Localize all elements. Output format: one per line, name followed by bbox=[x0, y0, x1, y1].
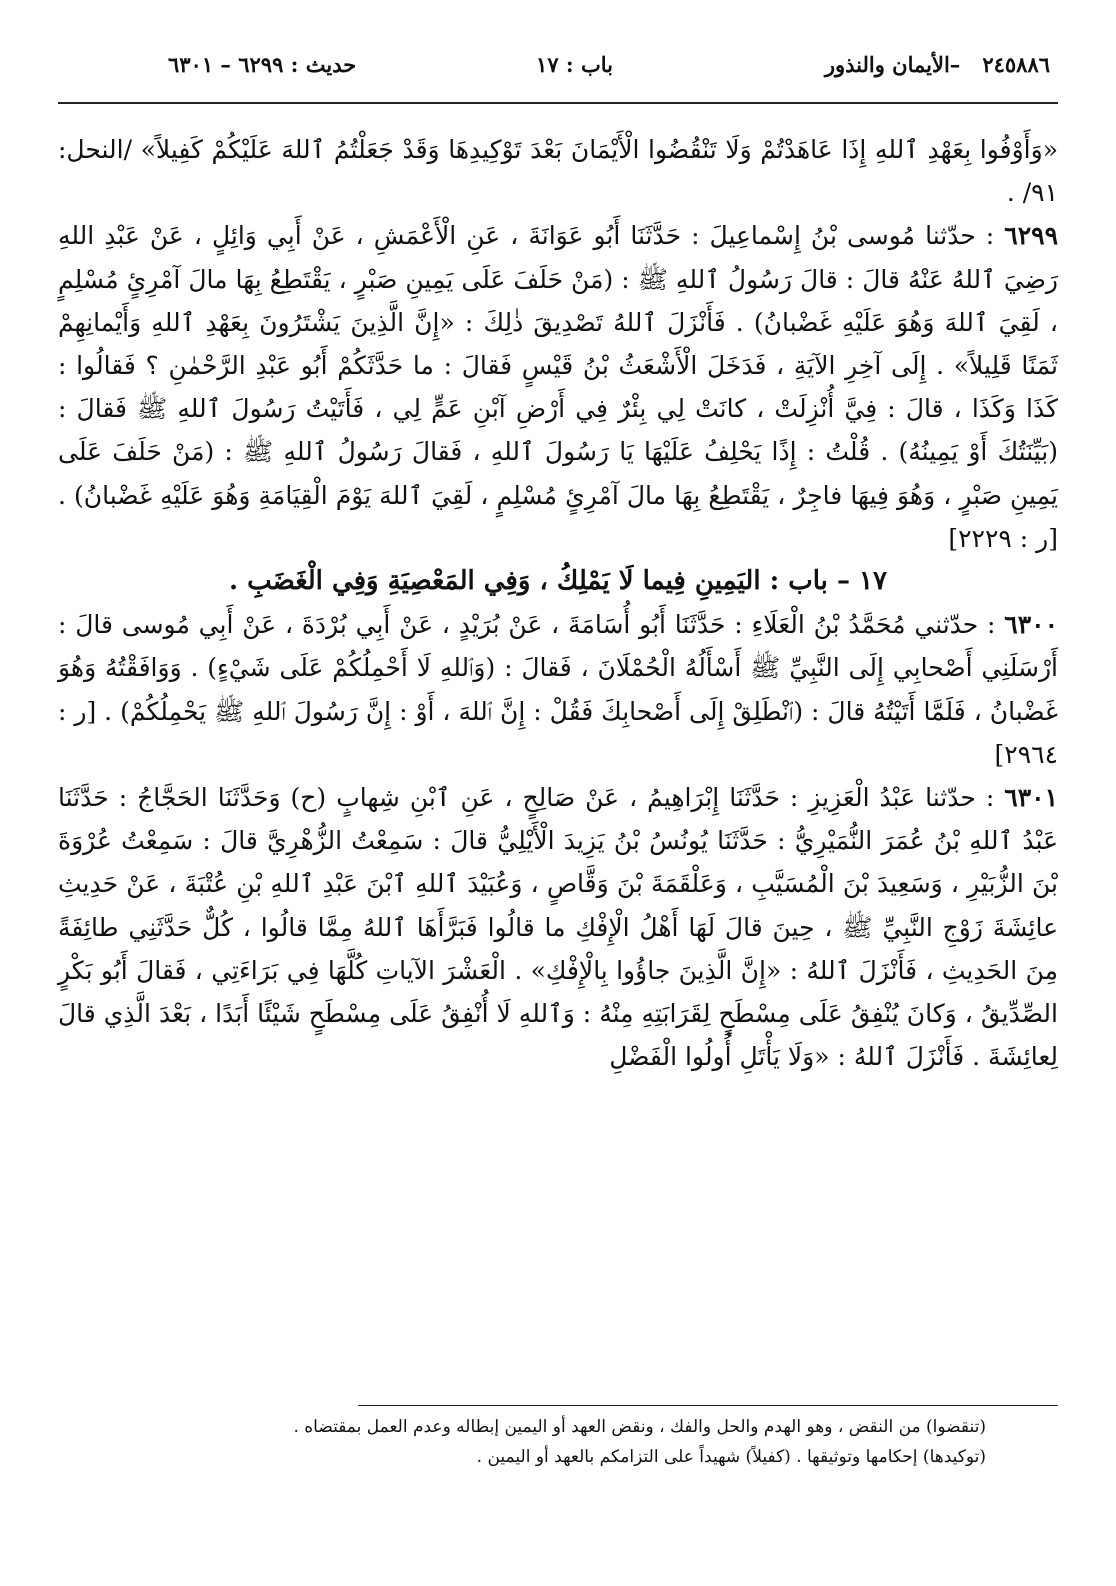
book-title: ٨٦–الأيمان والنذور bbox=[824, 52, 1050, 77]
header-hadith-range: حديث : ٦٢٩٩ – ٦٣٠١ bbox=[168, 52, 357, 77]
header-chapter: باب : ١٧ bbox=[536, 52, 613, 77]
hadith-6301 bbox=[58, 776, 1058, 1078]
header-rule bbox=[58, 102, 1058, 104]
page-number: ٢٤٥٨ bbox=[982, 52, 1028, 77]
hadith-number: ٦٢٩٩ bbox=[1004, 221, 1058, 251]
footnote-line: (تنقضوا) من النقض ، وهو الهدم والحل والفك ، ونقض العهد أو اليمين إبطاله وعدم العمل بمقتضاه . bbox=[293, 1417, 986, 1437]
footnote-rule bbox=[358, 1405, 1058, 1406]
header-right bbox=[803, 52, 1050, 77]
hadith-number: ٦٣٠٠ bbox=[1004, 610, 1058, 640]
footnotes bbox=[58, 1412, 1058, 1472]
running-header bbox=[58, 52, 1058, 92]
hadith-number: ٦٣٠١ bbox=[1004, 783, 1058, 813]
hadith-text: : حدّثنا مُوسى بْنُ إِسْماعِيلَ : حَدَّثَنَا أَبُو عَوَانَةَ ، عَنِ الْأَعْمَشِ ، عَنْ أَبِي وَائِلٍ ، عَنْ عَبْدِ اللهِ رَضِيَ ٱللهُ عَنْهُ قالَ : قالَ رَسُولُ ٱللهِ ﷺ : (مَنْ حَلَفَ عَلَى يَمِينِ صَبْرٍ ، يَقْتَطِعُ بِهَا مالَ آمْرِئٍ مُسْلِمٍ ، لَقِيَ ٱللهَ وَهُوَ عَلَيْهِ غَضْبانُ) . فَأَنْزَلَ ٱللهُ تَصْدِيقَ ذٰلِكَ : «إِنَّ الَّذِينَ يَشْتَرُونَ بِعَهْدِ ٱللهِ وَأَيْمانِهِمْ ثَمَنًا قَلِيلاً» . إِلَى آخِرِ الآيَةِ ، فَدَخَلَ الْأَشْعَثُ بْنُ قَيْسٍ فَقالَ : ما حَدَّثَكُمْ أَبُو عَبْدِ الرَّحْمٰنِ ؟ فَقالُوا : كَذَا وَكَذَا ، قالَ : فِيَّ أُنْزِلَتْ ، كانَتْ لِي بِئْرٌ فِي أَرْضِ آبْنِ عَمٍّ لِي ، فَأَتَيْتُ رَسُولَ ٱللهِ ﷺ فَقالَ : (بَيِّنَتُكَ أَوْ يَمِينُهُ) . قُلْتُ : إِذًا يَحْلِفُ عَلَيْهَا يَا رَسُولَ ٱللهِ ، فَقالَ رَسُولُ ٱللهِ ﷺ : (مَنْ حَلَفَ عَلَى يَمِينِ صَبْرٍ ، وَهُوَ فِيهَا فاجِرٌ ، يَقْتَطِعُ بِهَا مالَ آمْرِئٍ مُسْلِمٍ ، لَقِيَ ٱللهَ يَوْمَ الْقِيَامَةِ وَهُوَ عَلَيْهِ غَضْبانُ) . [ر : ٢٢٢٩] bbox=[58, 221, 1058, 553]
body-text bbox=[58, 128, 1058, 1078]
hadith-6299 bbox=[58, 214, 1058, 560]
document-page bbox=[58, 40, 1058, 1560]
hadith-text: : حدّثنا عَبْدُ الْعَزِيزِ : حَدَّثَنَا إِبْرَاهِيمُ ، عَنْ صَالِحٍ ، عَنِ ٱبْنِ شِهابٍ (ح) وَحَدَّثَنَا الحَجَّاجُ : حَدَّثَنَا عَبْدُ ٱللهِ بْنُ عُمَرَ النُّمَيْرِيُّ : حَدَّثَنَا يُونُسُ بْنُ يَزِيدَ الْأَيْلِيُّ قالَ : سَمِعْتُ الزُّهْرِيَّ قالَ : سَمِعْتُ عُرْوَةَ بْنَ الزُّبَيْرِ ، وَسَعِيدَ بْنَ الْمُسَيَّبِ ، وَعَلْقَمَةَ بْنَ وَقَّاصٍ ، وَعُبَيْدَ ٱللهِ ٱبْنَ عَبْدِ ٱللهِ بْنِ عُتْبَةَ ، عَنْ حَدِيثِ عائِشَةَ زَوْجِ النَّبِيِّ ﷺ ، حِينَ قالَ لَهَا أَهْلُ الْإِفْكِ ما قالُوا فَبَرَّأَهَا ٱللهُ مِمَّا قالُوا ، كُلٌّ حَدَّثَنِي طائِفَةً مِنَ الحَدِيثِ ، فَأَنْزَلَ ٱللهُ : «إِنَّ الَّذِينَ جاؤُوا بِالْإِفْكِ» . الْعَشْرَ الآياتِ كُلَّهَا فِي بَرَاءَتِي ، فَقالَ أَبُو بَكْرٍ الصِّدِّيقُ ، وَكانَ يُنْفِقُ عَلَى مِسْطَحٍ لِقَرَابَتِهِ مِنْهُ : وَٱللهِ لَا أُنْفِقُ عَلَى مِسْطَحٍ شَيْئًا أَبَدًا ، بَعْدَ الَّذِي قالَ لِعائِشَةَ . فَأَنْزَلَ ٱللهُ : «وَلَا يَأْتَلِ أُولُوا الْفَضْلِ bbox=[58, 783, 1058, 1072]
quran-verse: «وَأَوْفُوا بِعَهْدِ ٱللهِ إِذَا عَاهَدْتُمْ وَلَا تَنْقُضُوا الْأَيْمَانَ بَعْدَ تَوْكِيدِهَا وَقَدْ جَعَلْتُمُ ٱللهَ عَلَيْكُمْ كَفِيلاً» /النحل: ٩١/ . bbox=[58, 135, 1058, 208]
footnote-line: (توكيدها) إحكامها وتوثيقها . (كفيلاً) شهيداً على التزامكم بالعهد أو اليمين . bbox=[476, 1447, 986, 1467]
hadith-text: : حدّثني مُحَمَّدُ بْنُ الْعَلَاءِ : حَدَّثَنَا أَبُو أُسَامَةَ ، عَنْ بُرَيْدٍ ، عَنْ أَبِي بُرْدَةَ ، عَنْ أَبِي مُوسى قالَ : أَرْسَلَنِي أَصْحابِي إِلَى النَّبِيِّ ﷺ أَسْأَلُهُ الْحُمْلَانَ ، فَقالَ : (وَٱللهِ لَا أَحْمِلُكُمْ عَلَى شَيْءٍ) . وَوَافَقْتُهُ وَهُوَ غَضْبانُ ، فَلَمَّا أَتَيْتُهُ قالَ : (ٱنْطَلِقْ إِلَى أَصْحابِكَ فَقُلْ : إِنَّ ٱللهَ ، أَوْ : إِنَّ رَسُولَ ٱللهِ ﷺ يَحْمِلُكُمْ) . [ر : ٢٩٦٤] bbox=[58, 610, 1058, 769]
hadith-6300 bbox=[58, 603, 1058, 776]
chapter-heading: ١٧ – باب : اليَمِينِ فِيما لَا يَمْلِكُ ، وَفِي المَعْصِيَةِ وَفِي الْغَضَبِ . bbox=[229, 566, 887, 597]
